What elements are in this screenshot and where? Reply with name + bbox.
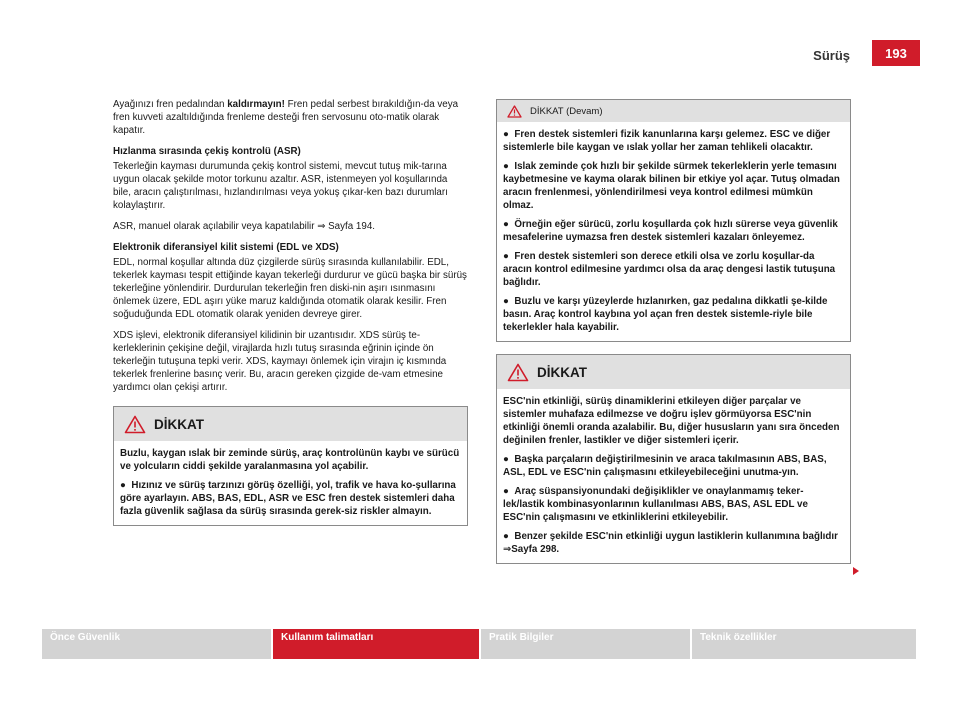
warning-box [496,354,851,564]
bullet-icon: ● [503,161,509,172]
right-column [496,99,851,564]
arrow-right-icon: ⇒ [317,221,326,232]
tab-technical-specs[interactable]: Teknik özellikler [692,629,916,659]
page-ref-link[interactable]: Sayfa 298. [511,544,560,555]
page-ref-link[interactable]: Sayfa 194. [325,221,375,232]
warning-triangle-icon [124,415,146,434]
continue-arrow-icon [853,567,859,575]
paragraph-edl: EDL, normal koşullar altında düz çizgilerde sürüş sırasında kullanılabilir. EDL, tekerlek kayması tespit ettiğinde kayan tekerleği durdurur ve gücü başka bir sürüş tekerleğine yönlendirir. Durdurulan tekerleğin fren diski-nin aşırı ısınmasını önlemek üzere, EDL aşırı yüke maruz kaldığında otomatik olarak kesilir. Fren soğuduğunda EDL otomatik olarak yeniden devreye girer. [113,257,467,320]
bullet-icon: ● [503,296,509,307]
tab-safety-first[interactable]: Önce Güvenlik [42,629,271,659]
bullet-icon: ● [503,486,509,497]
paragraph-asr-toggle: ASR, manuel olarak açılabilir veya kapatılabilir ⇒ Sayfa 194. [113,221,375,232]
arrow-right-icon: ⇒ [503,544,512,555]
warning-bullet: ● Islak zeminde çok hızlı bir şekilde sürmek tekerleklerin yerle temasını kaybetmesine ve kayma olarak bilinen bir etkiye yol açar. Tutuş olmadan aracın frenlenmesi, yönlendirilmesi veya kontrol edilmesi mümkün olmaz. [503,161,840,211]
warning-bullet: ● Araç süspansiyonundaki değişiklikler ve onaylanmamış teker-lek/lastik kombinasyonlarının kullanılması ABS, BAS, ASL EDL ve ESC'nin çalışmasını ve etkinliklerini etkileyebilir. [503,486,808,523]
tab-practical-info[interactable]: Pratik Bilgiler [481,629,690,659]
bullet-icon: ● [503,531,509,542]
paragraph-asr: Tekerleğin kayması durumunda çekiş kontrol sistemi, mevcut tutuş mik-tarına uygun olacak şekilde motor torkunu azaltır. ASR, istenmeyen yol koşullarında bile, aracın çalıştırılması, hızlandırılması veya yokuş çıkar-ken bazı durumları kolaylaştırır. [113,161,448,211]
warning-header [497,100,850,122]
warning-box [113,406,468,526]
paragraph-xds: XDS işlevi, elektronik diferansiyel kilidinin bir uzantısıdır. XDS sürüş te-kerleklerinin çekişine değil, virajlarda hızlı tutuş sırasında eğrinin içinde ön tekerleğin tutuşuna tepki verir. XDS, kaymayı önlemek için virajın iç kısmında tekerlek frenlerine basınç verir. Bu, aracın gereken çizgide de-vam etmesine yardımcı olan çekişi artırır. [113,330,447,393]
section-title: Sürüş [813,48,850,63]
page-number: 193 [872,40,920,66]
warning-triangle-icon [507,105,522,118]
warning-header [114,407,467,441]
warning-title: DİKKAT [537,364,587,380]
left-column [113,98,468,526]
warning-body [497,122,850,341]
warning-body [114,441,467,525]
heading-edl: Elektronik diferansiyel kilit sistemi (EDL ve XDS) [113,242,339,253]
warning-triangle-icon [507,363,529,382]
warning-text: Buzlu, kaygan ıslak bir zeminde sürüş, araç kontrolünün kaybı ve sürücü ve yolcuların ciddi şekilde yaralanmasına yol açabilir. [120,448,460,472]
footer-nav [42,629,918,659]
warning-bullet: ● Benzer şekilde ESC'nin etkinliği uygun lastiklerin kullanımına bağlıdır ⇒Sayfa 298. [503,531,838,555]
paragraph-brake-release: Ayağınızı fren pedalından kaldırmayın! Fren pedal serbest bırakıldığın-da veya fren kuvveti azaltıldığında frenleme desteği fren servosunu oto-matik olarak kapatır. [113,99,459,136]
bullet-icon: ● [503,454,509,465]
warning-bullet: ● Buzlu ve karşı yüzeylerde hızlanırken, gaz pedalına dikkatli şe-kilde basın. Araç kontrol kaybına yol açan fren destek sistemle-riyle bile tekerlekler hala kayabilir. [503,296,828,333]
warning-box-continued [496,99,851,342]
warning-bullet: ● Örneğin eğer sürücü, zorlu koşullarda çok hızlı sürerse veya güvenlik mesafelerine uymazsa fren destek sistemleri kazaları önleyemez. [503,219,838,243]
heading-asr: Hızlanma sırasında çekiş kontrolü (ASR) [113,146,301,157]
bullet-icon: ● [503,129,509,140]
warning-title: DİKKAT [154,416,204,432]
bullet-icon: ● [503,251,509,262]
warning-bullet: ● Fren destek sistemleri son derece etkili olsa ve zorlu koşullar-da aracın kontrol edilmesine yardımcı olsa da araç dengesi lastik tutuşuna bağlıdır. [503,251,836,288]
warning-header [497,355,850,389]
bullet-icon: ● [503,219,509,230]
tab-operating-instructions[interactable]: Kullanım talimatları [273,629,479,659]
warning-bullet: ● Hızınız ve sürüş tarzınızı görüş özelliği, yol, trafik ve hava ko-şullarına göre ayarlayın. ABS, BAS, EDL, ASR ve ESC fren destek sistemleri daha fazla güvenlik sağlasa da sürüş sırasında gerek-siz riskler almayın. [120,480,456,517]
bullet-icon: ● [120,480,126,491]
warning-bullet: ● Başka parçaların değiştirilmesinin ve araca takılmasının ABS, BAS, ASL, EDL ve ESC'nin çalışmasını etkileyebileceğini unutma-yın. [503,454,827,478]
warning-body [497,389,850,563]
warning-text: ESC'nin etkinliği, sürüş dinamiklerini etkileyen diğer parçalar ve sistemler muhafaza edilmezse ve doğru işlev görmüyorsa ESC'nin etkinliği önemli oranda azalabilir. Bu, diğer hususların yanı sıra önceden değinilen frenler, lastikler ve diğer sistemleri içerir. [503,396,840,446]
warning-title: DİKKAT (Devam) [530,105,603,117]
warning-bullet: ● Fren destek sistemleri fizik kanunlarına karşı gelemez. ESC ve diğer sistemlerle bile kaygan ve ıslak yollar her zaman tehlikeli olacaktır. [503,129,831,153]
